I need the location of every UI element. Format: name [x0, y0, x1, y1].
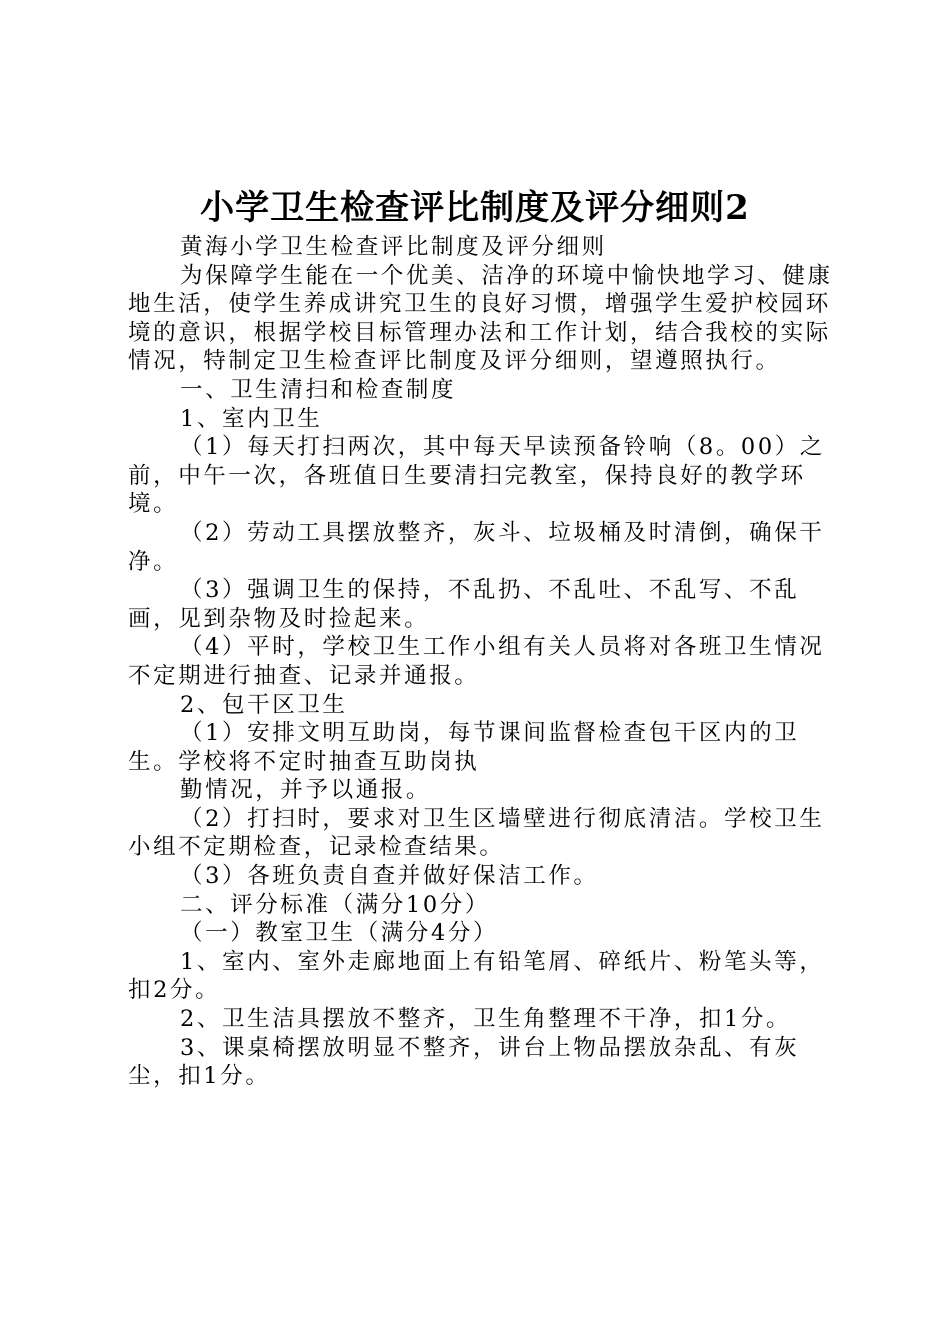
subsection-heading-classroom: （一）教室卫生（满分4分）	[180, 920, 499, 947]
subsection-heading-indoor: 1、室内卫生	[180, 405, 323, 432]
list-item: （3）强调卫生的保持，不乱扔、不乱吐、不乱写、不乱画，见到杂物及时捡起来。	[128, 577, 800, 632]
paragraph-subtitle: 黄海小学卫生检查评比制度及评分细则	[180, 234, 607, 260]
list-item: （3）各班负责自查并做好保洁工作。	[180, 863, 599, 890]
document-body	[128, 233, 848, 1091]
list-item: （2）劳动工具摆放整齐，灰斗、垃圾桶及时清倒，确保干净。	[128, 519, 825, 575]
section-heading-2: 二、评分标准（满分10分）	[180, 891, 490, 918]
list-item: 3、课桌椅摆放明显不整齐，讲台上物品摆放杂乱、有灰尘，扣1分。	[128, 1034, 800, 1090]
list-item: 1、室内、室外走廊地面上有铅笔屑、碎纸片、粉笔头等，扣2分。	[128, 948, 825, 1004]
list-item-continuation: 勤情况，并予以通报。	[180, 777, 432, 804]
subsection-heading-area: 2、包干区卫生	[180, 691, 348, 718]
document-title: 小学卫生检查评比制度及评分细则2	[200, 188, 750, 228]
section-heading-1: 一、卫生清扫和检查制度	[180, 376, 457, 403]
list-item: （2）打扫时，要求对卫生区墙壁进行彻底清洁。学校卫生小组不定期检查，记录检查结果。	[128, 805, 825, 861]
list-item: （4）平时，学校卫生工作小组有关人员将对各班卫生情况不定期进行抽查、记录并通报。	[128, 634, 825, 689]
list-item: （1）每天打扫两次，其中每天早读预备铃响（8。00）之前，中午一次，各班值日生要清扫完教室，保持良好的教学环境。	[128, 434, 825, 518]
list-item: 2、卫生洁具摆放不整齐，卫生角整理不干净，扣1分。	[180, 1006, 792, 1033]
list-item: （1）安排文明互助岗，每节课间监督检查包干区内的卫生。学校将不定时抽查互助岗执	[128, 720, 800, 775]
paragraph-intro: 为保障学生能在一个优美、洁净的环境中愉快地学习、健康地生活，使学生养成讲究卫生的良好习惯，增强学生爱护校园环境的意识，根据学校目标管理办法和工作计划，结合我校的实际情况，特制定卫生检查评比制度及评分细则，望遵照执行。	[128, 262, 833, 375]
